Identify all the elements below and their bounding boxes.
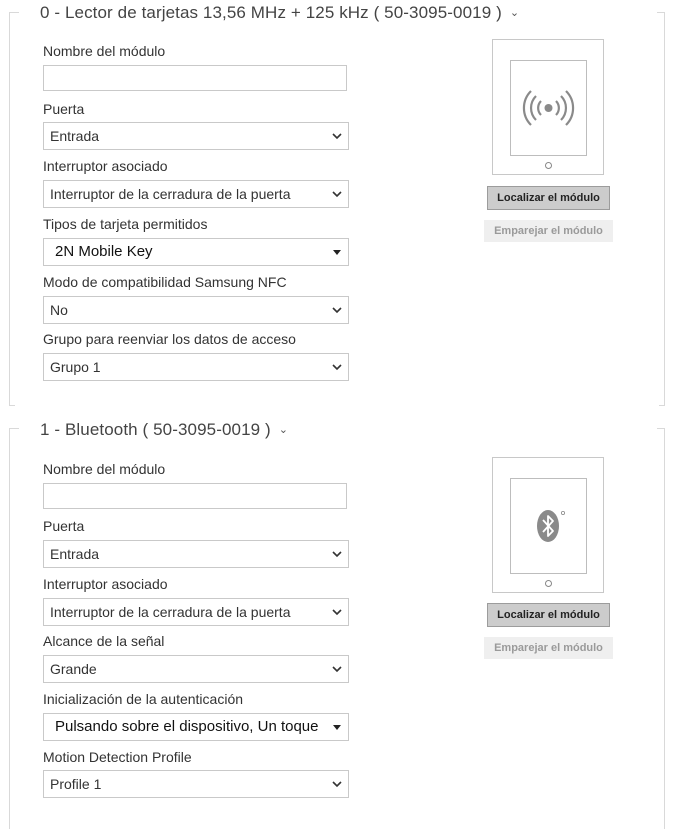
door-label: Puerta (43, 101, 85, 117)
door-select-value: Entrada (50, 128, 100, 144)
chevron-down-icon (332, 354, 342, 380)
group-label: Grupo para reenviar los datos de acceso (43, 331, 296, 347)
section-0-title-text: 0 - Lector de tarjetas 13,56 MHz + 125 kHz ( 50-3095-0019 ) (40, 3, 502, 22)
motion-profile-select-value: Profile 1 (50, 776, 102, 792)
card-types-label: Tipos de tarjeta permitidos (43, 216, 208, 232)
device-led (545, 580, 552, 587)
auth-init-select[interactable] (43, 713, 349, 741)
samsung-nfc-select[interactable] (43, 296, 349, 324)
chevron-down-icon[interactable]: ⌄ (509, 7, 520, 19)
chevron-down-icon (332, 181, 342, 207)
signal-range-select[interactable] (43, 655, 349, 683)
chevron-down-icon (332, 541, 342, 567)
door-select[interactable] (43, 122, 349, 150)
section-0-title[interactable] (40, 3, 519, 23)
chevron-down-icon (332, 599, 342, 625)
triangle-down-icon (333, 725, 341, 730)
switch-label: Interruptor asociado (43, 158, 168, 174)
card-types-select-value: 2N Mobile Key (55, 243, 153, 260)
motion-profile-select[interactable] (43, 770, 349, 798)
switch-select-value: Interruptor de la cerradura de la puerta (50, 186, 291, 202)
module-section-0 (0, 0, 674, 410)
section-1-title-text: 1 - Bluetooth ( 50-3095-0019 ) (40, 420, 271, 439)
chevron-down-icon (332, 771, 342, 797)
auth-init-select-value: Pulsando sobre el dispositivo, Un toque (55, 718, 319, 735)
group-select[interactable] (43, 353, 349, 381)
group-select-value: Grupo 1 (50, 359, 101, 375)
door-label: Puerta (43, 518, 85, 534)
bluetooth-icon (511, 479, 586, 573)
pair-module-button: Emparejar el módulo (484, 220, 613, 242)
samsung-nfc-select-value: No (50, 302, 68, 318)
module-name-label: Nombre del módulo (43, 461, 166, 477)
device-led (545, 162, 552, 169)
auth-init-label: Inicialización de la autenticación (43, 691, 244, 707)
triangle-down-icon (333, 250, 341, 255)
device-illustration (492, 39, 604, 175)
motion-profile-label: Motion Detection Profile (43, 749, 192, 765)
switch-label: Interruptor asociado (43, 576, 168, 592)
locate-module-button[interactable]: Localizar el módulo (487, 186, 610, 210)
switch-select[interactable] (43, 180, 349, 208)
section-1-title[interactable] (40, 420, 288, 440)
samsung-nfc-label: Modo de compatibilidad Samsung NFC (43, 274, 287, 290)
signal-range-label: Alcance de la señal (43, 633, 165, 649)
device-screen (510, 478, 587, 574)
device-screen (510, 60, 587, 156)
chevron-down-icon (332, 656, 342, 682)
chevron-down-icon[interactable]: ⌄ (278, 424, 289, 436)
module-name-input[interactable] (43, 483, 347, 509)
locate-module-button[interactable]: Localizar el módulo (487, 603, 610, 627)
door-select[interactable] (43, 540, 349, 568)
switch-select-value: Interruptor de la cerradura de la puerta (50, 604, 291, 620)
module-section-1 (0, 418, 674, 829)
chevron-down-icon (332, 123, 342, 149)
module-name-label: Nombre del módulo (43, 43, 166, 59)
device-illustration (492, 457, 604, 593)
module-name-input[interactable] (43, 65, 347, 91)
card-types-select[interactable] (43, 238, 349, 266)
switch-select[interactable] (43, 598, 349, 626)
chevron-down-icon (332, 297, 342, 323)
nfc-signal-icon (511, 61, 586, 155)
pair-module-button: Emparejar el módulo (484, 637, 613, 659)
door-select-value: Entrada (50, 546, 100, 562)
signal-range-select-value: Grande (50, 661, 97, 677)
